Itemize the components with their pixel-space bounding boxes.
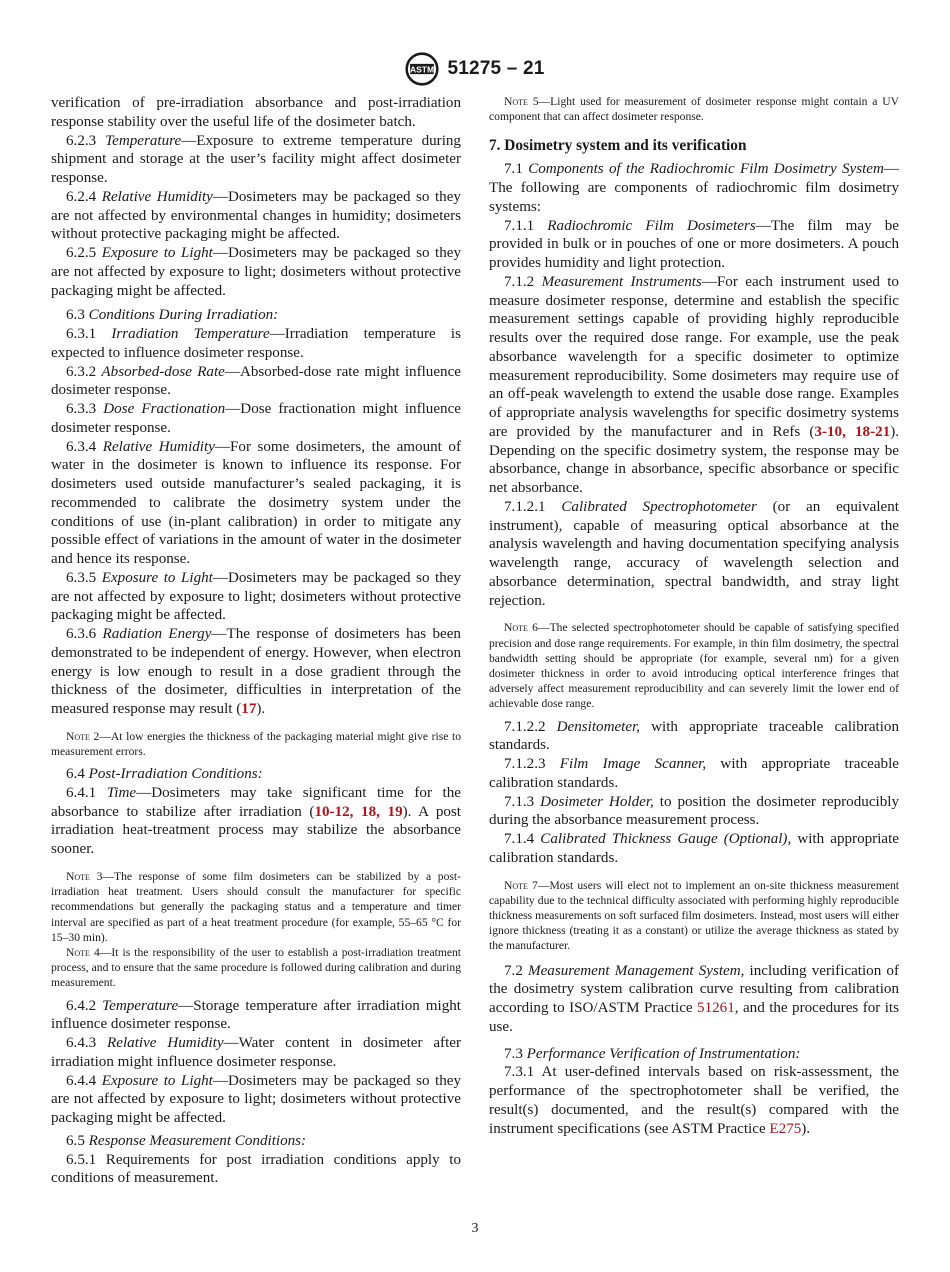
section-text: —Irradiation temperature is expected to influence dosimeter response. [51, 326, 461, 361]
section-number: 7.1.1 [504, 217, 535, 234]
note-7 [489, 878, 899, 954]
paragraph-continued [51, 94, 461, 132]
section-text: At user-defined intervals based on risk-assessment, the performance of the spectrophotometer shall be verified, the result(s) documented, and the result(s) compared with the instrument specifications (see ASTM Practice [489, 1064, 899, 1137]
note-text: —At low energies the thickness of the packaging material might give rise to measurement errors. [51, 729, 461, 758]
section-number: 6.2.5 [66, 245, 97, 261]
section-text: ). A post irradiation heat-treatment process may stabilize the absorbance sooner. [51, 803, 462, 858]
section-number: 7.1.3 [504, 793, 535, 810]
section-title: Dosimeter Holder, [540, 793, 654, 810]
section-text: (or an equivalent instrument), capable of measuring optical absorbance at the analysis wavelength and having documentation specifying analysis wavelength range, accuracy of wavelength selection and absorbance determination, spectral bandwidth, and stray light rejection. [489, 498, 899, 609]
section-7-1-4 [489, 830, 899, 868]
section-text: —For each instrument used to measure dosimeter response, determine and establish the specific measurement settings capable of providing highly reproducible results over the required dose range. For example, use the peak absorbance wavelength for a specific dosimeter to optimize measurement reproducibility. Some dosimeters may require use of an off-peak wavelength to extend the usable dose range. Examples of appropriate analysis wavelengths for specific dosimetry systems are provided by the manufacturer and in Refs ( [489, 273, 899, 440]
note-text: —Most users will elect not to implement an on-site thickness measurement capability due to the technical difficulty associated with performing highly reproducible thickness measurements on soft surfaced film dosimeters. Instead, most users will either ignore thickness (treating it as a constant) or utilize the average thickness as stated by the manufacturer. [489, 878, 900, 953]
reference-separator: , [842, 423, 855, 440]
section-text: ). [801, 1120, 811, 1137]
section-number: 7.1.2.1 [504, 498, 546, 515]
section-6-2-4 [51, 188, 461, 244]
section-number: 6.3.1 [66, 326, 97, 342]
section-number: 6.4.4 [66, 1072, 97, 1089]
section-number: 7.1.2.3 [504, 756, 546, 773]
reference-link[interactable]: 18-21 [854, 423, 891, 440]
section-6-5 [51, 1132, 461, 1151]
svg-text:ASTM: ASTM [410, 64, 435, 75]
note-text: —It is the responsibility of the user to establish a post-irradiation treatment process, and to ensure that the same procedure is followed during calibration and during measurement. [51, 945, 461, 990]
section-6-4-4 [51, 1072, 461, 1128]
section-number: 6.2.4 [66, 188, 97, 205]
section-number: 6.5.1 [66, 1151, 97, 1168]
section-6-4-2 [51, 997, 461, 1035]
reference-link[interactable]: 3-10 [814, 423, 843, 440]
section-title: Response Measurement Conditions: [88, 1132, 307, 1149]
note-2 [51, 729, 461, 759]
section-number: 7.2 [504, 962, 523, 979]
section-text: ). [256, 701, 266, 717]
section-title: Measurement Instruments [541, 273, 702, 290]
standard-link[interactable]: 51261 [697, 1000, 735, 1017]
section-title: Post-Irradiation Conditions: [88, 766, 263, 783]
section-6-3-3 [51, 400, 461, 438]
section-title: Irradiation Temperature [111, 326, 270, 342]
section-7-3-1 [489, 1063, 899, 1138]
section-7-1-2-3 [489, 755, 899, 793]
section-text: —Exposure to extreme temperature during shipment and storage at the user’s facility might affect dosimeter response. [51, 132, 461, 186]
section-title: Radiochromic Film Dosimeters [547, 217, 756, 234]
section-6-3-4 [51, 438, 461, 569]
section-text: to position the dosimeter reproducibly during the absorbance measurement process. [489, 793, 899, 829]
section-title: Performance Verification of Instrumentation: [526, 1045, 801, 1062]
section-text: —Dosimeters may be packaged so they are not affected by environmental changes in humidity; dosimeters without protective packaging might be affected. [51, 188, 461, 243]
section-number: 6.4.3 [66, 1035, 97, 1052]
page-number: 3 [471, 1221, 479, 1236]
reference-separator: , [349, 803, 362, 820]
left-column [51, 94, 461, 1188]
section-7-1-2 [489, 273, 899, 498]
reference-link[interactable]: 18 [361, 803, 377, 820]
section-text: —Storage temperature after irradiation might influence dosimeter response. [51, 997, 461, 1033]
section-6-4 [51, 765, 461, 784]
note-5 [489, 94, 899, 124]
reference-separator: , [376, 803, 388, 820]
section-6-2-3 [51, 132, 461, 188]
section-number: 7.1 [504, 161, 523, 178]
section-text: —Water content in dosimeter after irradiation might influence dosimeter response. [51, 1035, 461, 1070]
section-title: Exposure to Light [101, 1072, 213, 1089]
section-title: Components of the Radiochromic Film Dosimetry System [528, 161, 884, 178]
section-text: with appropriate traceable calibration standards. [489, 718, 899, 754]
section-title: Absorbed-dose Rate [101, 363, 225, 380]
section-number: 7.1.2 [504, 273, 535, 290]
section-6-3-2 [51, 363, 461, 401]
section-text: —The film may be provided in bulk or in pouches of one or more dosimeters. A pouch provides humidity and light protection. [489, 217, 899, 272]
section-text: Requirements for post irradiation conditions apply to conditions of measurement. [51, 1151, 462, 1187]
note-label: Note 6 [504, 621, 538, 635]
section-6-3-1 [51, 325, 461, 363]
note-label: Note 4 [66, 945, 100, 959]
section-title: Dose Fractionation [103, 401, 226, 417]
section-text: —Absorbed-dose rate might influence dosimeter response. [51, 363, 461, 399]
standard-link[interactable]: E275 [769, 1120, 802, 1137]
section-number: 6.3.2 [66, 363, 97, 380]
section-text: —The response of dosimeters has been demonstrated to be independent of energy. However, when electron energy is low enough to result in a dose gradient through the thickness of the dosimeter, difficulties in interpretation of the measured response may result ( [51, 626, 461, 717]
section-title: Time [106, 784, 137, 801]
section-6-3 [51, 306, 461, 325]
note-label: Note 5 [504, 95, 539, 108]
section-7-2 [489, 962, 899, 1037]
section-text: with appropriate traceable calibration standards. [489, 756, 899, 791]
section-text: —Dosimeters may take significant time for the absorbance to stabilize after irradiation ( [51, 784, 461, 820]
section-7-1-3 [489, 793, 899, 831]
section-title: Measurement Management System, [528, 962, 745, 979]
section-title: Exposure to Light [101, 245, 213, 261]
section-number: 6.4 [66, 766, 85, 783]
section-number: 6.4.2 [66, 997, 97, 1014]
section-text: ). Depending on the specific dosimetry system, the response may be absorbance, change in absorbance, specific absorbance or specific net absorbance. [489, 423, 900, 497]
section-number: 7.1.2.2 [504, 718, 546, 735]
section-number: 6.2.3 [66, 132, 97, 149]
section-number: 6.4.1 [66, 784, 97, 801]
reference-link[interactable]: 10-12 [314, 803, 350, 820]
note-label: Note 2 [66, 729, 100, 743]
reference-link[interactable]: 17 [241, 701, 257, 717]
section-7-1-2-2 [489, 718, 899, 756]
section-text: —For some dosimeters, the amount of water in the dosimeter is known to influence its response. For dosimeters used outside manufacturer’s sealed packaging, it is recommended to calibrate the dosimetry system under the conditions of use (in-plant calibration) in order to mitigate any possible effect of variations in the amount of water in the dosimeter and hence its response. [51, 438, 461, 567]
section-6-3-6 [51, 625, 461, 719]
section-number: 6.3.3 [66, 401, 97, 417]
section-6-4-1 [51, 784, 461, 859]
section-title: Conditions During Irradiation: [88, 307, 279, 324]
section-text: —Dosimeters may be packaged so they are not affected by exposure to light; dosimeters without protective packaging might be affected. [51, 245, 462, 299]
section-number: 6.3.4 [66, 438, 97, 455]
section-6-3-5 [51, 569, 461, 625]
section-number: 6.5 [66, 1132, 85, 1149]
section-text: —Dosimeters may be packaged so they are not affected by exposure to light; dosimeters without protective packaging might be affected. [51, 1072, 462, 1127]
document-number: 51275 – 21 [447, 58, 545, 79]
section-text: including verification of the dosimetry system calibration curve resulting from calibration according to ISO/ASTM Practice [489, 962, 899, 1017]
astm-logo-icon [405, 52, 439, 86]
section-text: with appropriate calibration standards. [489, 831, 899, 866]
section-text: , and the procedures for its use. [489, 1000, 899, 1035]
section-7-1-1 [489, 217, 899, 273]
section-text: —Dosimeters may be packaged so they are not affected by exposure to light; dosimeters without protective packaging might be affected. [51, 569, 462, 624]
note-label: Note 3 [66, 869, 103, 883]
section-text: —The following are components of radiochromic film dosimetry systems: [489, 161, 899, 215]
section-number: 7.1.4 [504, 831, 535, 848]
section-title: Relative Humidity [107, 1035, 224, 1052]
section-number: 6.3.6 [66, 626, 97, 642]
section-title: Temperature [105, 132, 182, 149]
section-title: Calibrated Thickness Gauge (Optional), [540, 831, 792, 848]
note-3 [51, 869, 461, 945]
section-title: Temperature [102, 997, 179, 1014]
note-4 [51, 945, 461, 991]
section-6-4-3 [51, 1034, 461, 1072]
right-column [489, 94, 899, 1138]
reference-link[interactable]: 19 [387, 803, 403, 820]
note-text: —The selected spectrophotometer should be capable of satisfying specified precision and dose range requirements. For example, in thin film dosimetry, the spectral bandwidth setting should be appropriate (for example, several nm) for a given dosimeter thickness in order to avoid introducing optical interference fringes that adversely affect measurement reproducibility and can severely limit the lower end of achievable dose range. [489, 621, 899, 711]
section-title: Densitometer, [556, 718, 641, 735]
section-7-1 [489, 160, 899, 216]
section-7-3 [489, 1045, 899, 1064]
page-header [0, 52, 950, 86]
section-title: Calibrated Spectrophotometer [561, 498, 757, 515]
section-text: —Dose fractionation might influence dosimeter response. [51, 401, 461, 436]
paragraph-text: verification of pre-irradiation absorbance and post-irradiation response stability over the useful life of the dosimeter batch. [51, 95, 461, 130]
section-7-heading: 7. Dosimetry system and its verification [489, 137, 747, 155]
section-7-1-2-1 [489, 498, 899, 611]
section-title: Relative Humidity [102, 438, 215, 455]
note-label: Note 7 [504, 878, 538, 892]
section-number: 7.3 [504, 1045, 523, 1062]
section-6-2-5 [51, 244, 461, 300]
section-title: Exposure to Light [101, 569, 213, 586]
section-number: 6.3.5 [66, 569, 97, 586]
section-number: 6.3 [66, 307, 85, 324]
note-6 [489, 620, 899, 711]
section-title: Relative Humidity [101, 188, 213, 205]
section-6-5-1 [51, 1151, 461, 1189]
section-title: Film Image Scanner, [559, 756, 707, 773]
section-number: 7.3.1 [504, 1064, 535, 1081]
note-text: —Light used for measurement of dosimeter response might contain a UV component that can affect dosimeter response. [489, 95, 899, 124]
note-text: —The response of some film dosimeters can be stabilized by a post-irradiation heat treatment. Users should consult the manufacturer for specific recommendations but generally the packaging status and a temperature and timer interval are specified as part of a heat treatment procedure (for example, 55–65 °C for 15–30 min). [51, 869, 461, 944]
section-title: Radiation Energy [102, 626, 212, 642]
